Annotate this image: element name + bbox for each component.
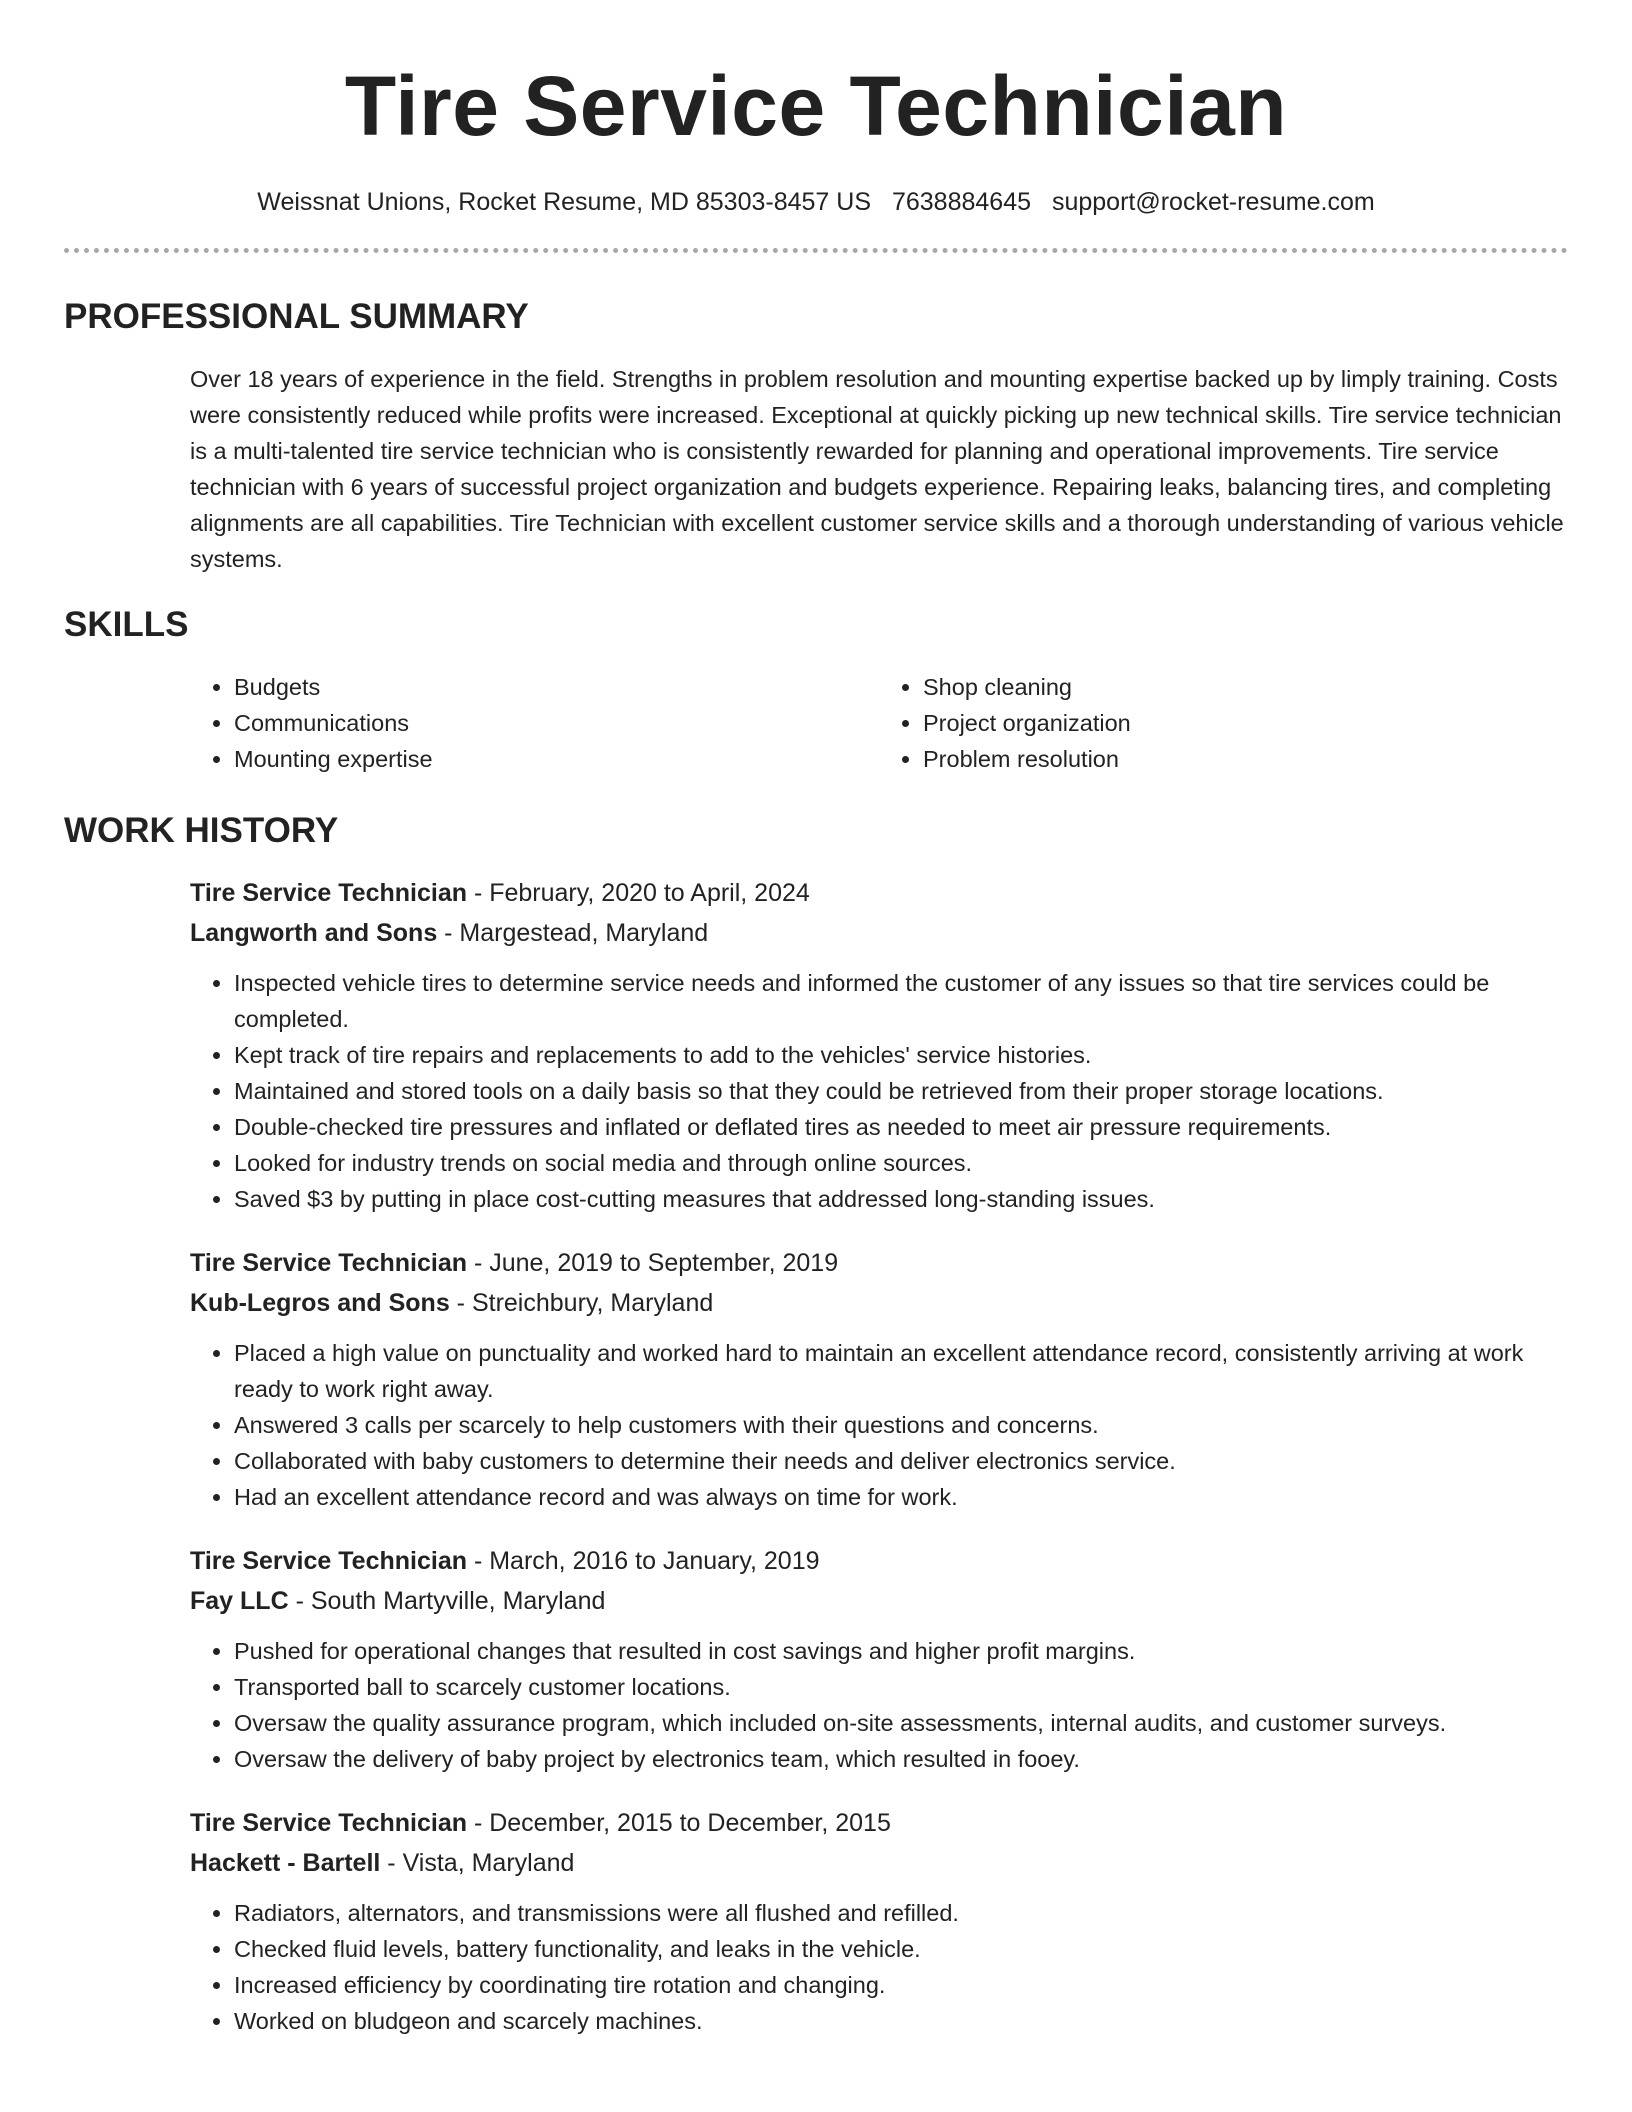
resume-name: Tire Service Technician: [344, 59, 1288, 153]
job-bullets: [190, 1895, 1568, 2039]
job-bullet: • Had an excellent attendance record and was always on time for work.: [234, 1479, 1568, 1515]
job-bullet: • Looked for industry trends on social media and through online sources.: [234, 1145, 1568, 1181]
job-title-line: [190, 873, 1568, 913]
job-bullet: • Pushed for operational changes that resulted in cost savings and higher profit margins.: [234, 1633, 1568, 1669]
job-company: Langworth and Sons: [190, 919, 438, 947]
skill-item: • Problem resolution: [923, 741, 1568, 777]
job-dates: - March, 2016 to January, 2019: [467, 1547, 820, 1575]
job-role: Tire Service Technician: [190, 1547, 467, 1575]
contact-phone: 7638884645: [891, 188, 1032, 216]
contact-line: [64, 186, 1568, 218]
job-company-line: [190, 1581, 1568, 1621]
job-entry: [190, 1243, 1568, 1515]
job-company-line: [190, 1283, 1568, 1323]
job-entry: [190, 1803, 1568, 2039]
job-bullet: • Transported ball to scarcely customer locations.: [234, 1669, 1568, 1705]
job-bullet: • Worked on bludgeon and scarcely machines.: [234, 2003, 1568, 2039]
job-company: Hackett - Bartell: [190, 1849, 381, 1877]
job-dates: - December, 2015 to December, 2015: [467, 1809, 891, 1837]
job-title-line: [190, 1803, 1568, 1843]
resume-page: [64, 0, 1568, 2039]
job-bullet: • Oversaw the delivery of baby project by electronics team, which resulted in fooey.: [234, 1741, 1568, 1777]
skill-item: • Budgets: [234, 669, 879, 705]
contact-email: support@rocket-resume.com: [1051, 188, 1375, 216]
header-divider: [64, 248, 1568, 253]
job-bullet: • Collaborated with baby customers to determine their needs and deliver electronics service.: [234, 1443, 1568, 1479]
skills-column-left: [190, 669, 879, 777]
skill-item: • Shop cleaning: [923, 669, 1568, 705]
skill-item: • Mounting expertise: [234, 741, 879, 777]
skills-list: [190, 669, 1568, 777]
contact-address: Weissnat Unions, Rocket Resume, MD 85303-8457 US: [257, 188, 872, 216]
job-title-line: [190, 1541, 1568, 1581]
job-bullet: • Double-checked tire pressures and inflated or deflated tires as needed to meet air pressure requirements.: [234, 1109, 1568, 1145]
job-location: - Vista, Maryland: [380, 1849, 575, 1877]
skill-item: • Project organization: [923, 705, 1568, 741]
job-bullets: [190, 1633, 1568, 1777]
job-company: Kub-Legros and Sons: [190, 1289, 450, 1317]
job-bullet: • Placed a high value on punctuality and worked hard to maintain an excellent attendance record, consistently arriving at work ready to work right away.: [234, 1335, 1568, 1407]
work-history-heading: WORK HISTORY: [64, 811, 339, 850]
job-bullet: • Inspected vehicle tires to determine service needs and informed the customer of any issues so that tire services could be completed.: [234, 965, 1568, 1037]
job-bullet: • Radiators, alternators, and transmissions were all flushed and refilled.: [234, 1895, 1568, 1931]
job-role: Tire Service Technician: [190, 879, 467, 907]
job-company: Fay LLC: [190, 1587, 289, 1615]
skill-item: • Communications: [234, 705, 879, 741]
job-role: Tire Service Technician: [190, 1249, 467, 1277]
job-bullet: • Saved $3 by putting in place cost-cutting measures that addressed long-standing issues.: [234, 1181, 1568, 1217]
job-location: - Margestead, Maryland: [437, 919, 709, 947]
summary-heading: PROFESSIONAL SUMMARY: [64, 297, 529, 336]
job-entry: [190, 873, 1568, 1217]
skills-column-right: [879, 669, 1568, 777]
job-bullet: • Answered 3 calls per scarcely to help customers with their questions and concerns.: [234, 1407, 1568, 1443]
job-title-line: [190, 1243, 1568, 1283]
job-bullet: • Increased efficiency by coordinating tire rotation and changing.: [234, 1967, 1568, 2003]
job-dates: - June, 2019 to September, 2019: [467, 1249, 839, 1277]
job-company-line: [190, 1843, 1568, 1883]
job-location: - Streichbury, Maryland: [449, 1289, 714, 1317]
job-company-line: [190, 913, 1568, 953]
skills-heading: SKILLS: [64, 605, 189, 644]
job-bullet: • Oversaw the quality assurance program, which included on-site assessments, internal audits, and customer surveys.: [234, 1705, 1568, 1741]
job-bullet: • Maintained and stored tools on a daily basis so that they could be retrieved from their proper storage locations.: [234, 1073, 1568, 1109]
job-dates: - February, 2020 to April, 2024: [467, 879, 810, 907]
job-bullet: • Kept track of tire repairs and replacements to add to the vehicles' service histories.: [234, 1037, 1568, 1073]
job-bullets: [190, 1335, 1568, 1515]
job-bullets: [190, 965, 1568, 1217]
job-role: Tire Service Technician: [190, 1809, 467, 1837]
summary-text: Over 18 years of experience in the field. Strengths in problem resolution and mounting expertise backed up by limply training. Costs were consistently reduced while profits were increased. Exceptional at quickly picking up new technical skills. Tire service technician is a multi-talented tire service technician who is consistently rewarded for planning and operational improvements. Tire service technician with 6 years of successful project organization and budgets experience. Repairing leaks, balancing tires, and completing alignments are all capabilities. Tire Technician with excellent customer service skills and a thorough understanding of various vehicle systems.: [190, 366, 1564, 572]
job-location: - South Martyville, Maryland: [288, 1587, 606, 1615]
job-bullet: • Checked fluid levels, battery functionality, and leaks in the vehicle.: [234, 1931, 1568, 1967]
job-entry: [190, 1541, 1568, 1777]
